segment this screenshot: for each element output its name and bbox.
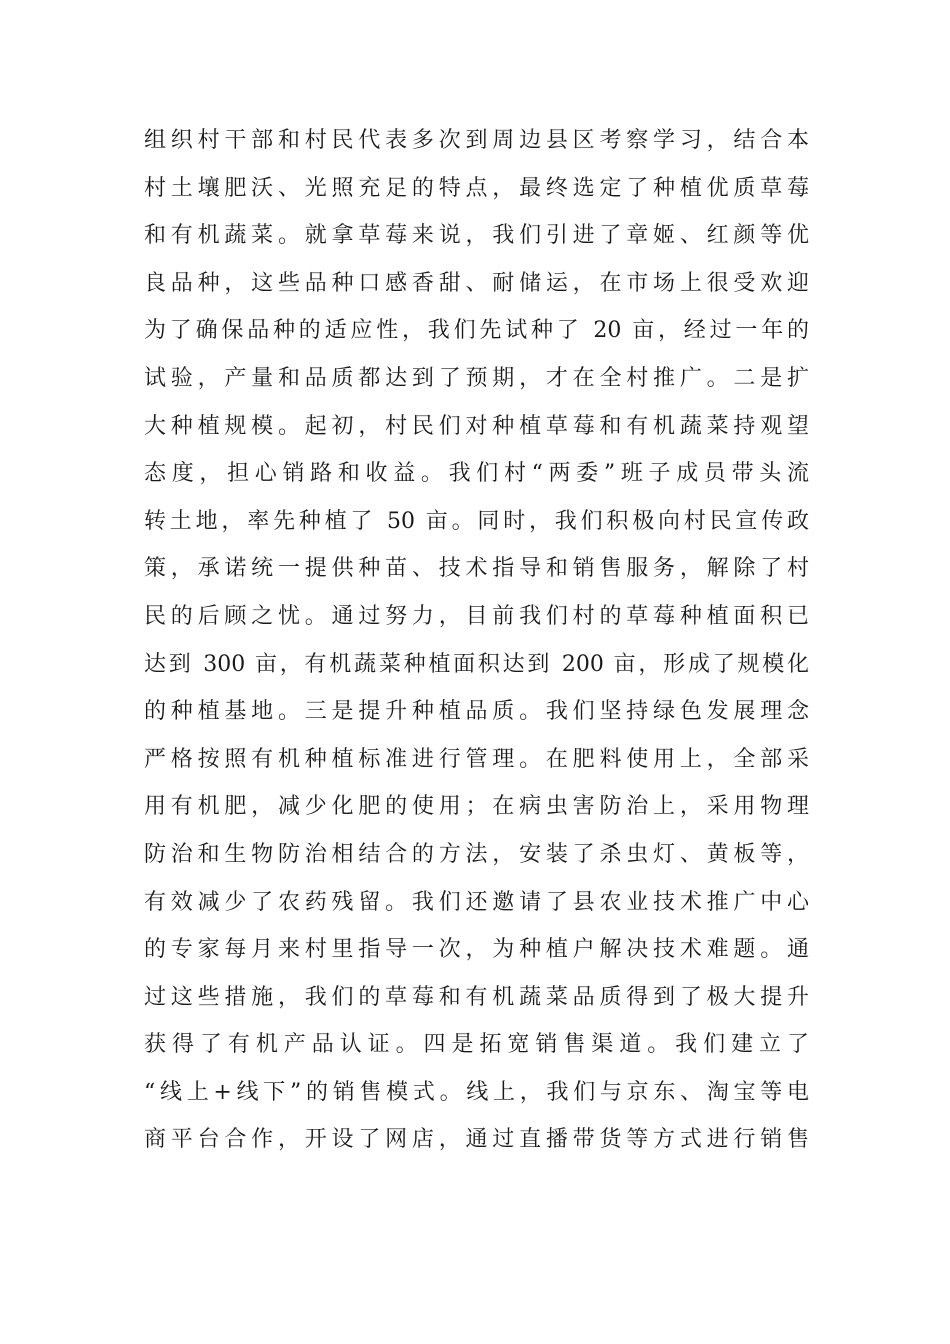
text-line: 大种植规模。起初，村民们对种植草莓和有机蔬菜持观望 <box>144 413 809 439</box>
text-line: 防治和生物防治相结合的方法，安装了杀虫灯、黄板等， <box>144 841 809 867</box>
text-line: 过这些措施，我们的草莓和有机蔬菜品质得到了极大提升 <box>144 984 809 1010</box>
text-line: 的种植基地。三是提升种植品质。我们坚持绿色发展理念 <box>144 699 809 725</box>
text-line: 达到 300 亩，有机蔬菜种植面积达到 200 亩，形成了规模化 <box>144 651 809 677</box>
text-line: 为了确保品种的适应性，我们先试种了 20 亩，经过一年的 <box>144 318 809 344</box>
text-line: 民的后顾之忧。通过努力，目前我们村的草莓种植面积已 <box>144 603 809 629</box>
text-line: 严格按照有机种植标准进行管理。在肥料使用上，全部采 <box>144 746 809 772</box>
text-line: 态度，担心销路和收益。我们村“两委”班子成员带头流 <box>144 461 809 487</box>
text-line: 用有机肥，减少化肥的使用；在病虫害防治上，采用物理 <box>144 794 809 820</box>
text-line: 村土壤肥沃、光照充足的特点，最终选定了种植优质草莓 <box>144 175 809 201</box>
text-line: 和有机蔬菜。就拿草莓来说，我们引进了章姬、红颜等优 <box>144 223 809 249</box>
text-line: 有效减少了农药残留。我们还邀请了县农业技术推广中心 <box>144 889 809 915</box>
text-line: 组织村干部和村民代表多次到周边县区考察学习，结合本 <box>144 128 809 153</box>
body-text <box>144 117 809 1164</box>
text-line: 良品种，这些品种口感香甜、耐储运，在市场上很受欢迎 <box>144 270 809 296</box>
text-line: 获得了有机产品认证。四是拓宽销售渠道。我们建立了 <box>144 1032 809 1058</box>
text-line: 转土地，率先种植了 50 亩。同时，我们积极向村民宣传政 <box>144 508 809 534</box>
text-line: “线上+线下”的销售模式。线上，我们与京东、淘宝等电 <box>144 1079 809 1105</box>
text-line: 商平台合作，开设了网店，通过直播带货等方式进行销售 <box>144 1127 809 1153</box>
text-line: 试验，产量和品质都达到了预期，才在全村推广。二是扩 <box>144 365 809 391</box>
text-line: 的专家每月来村里指导一次，为种植户解决技术难题。通 <box>144 937 809 963</box>
text-line: 策，承诺统一提供种苗、技术指导和销售服务，解除了村 <box>144 556 809 582</box>
